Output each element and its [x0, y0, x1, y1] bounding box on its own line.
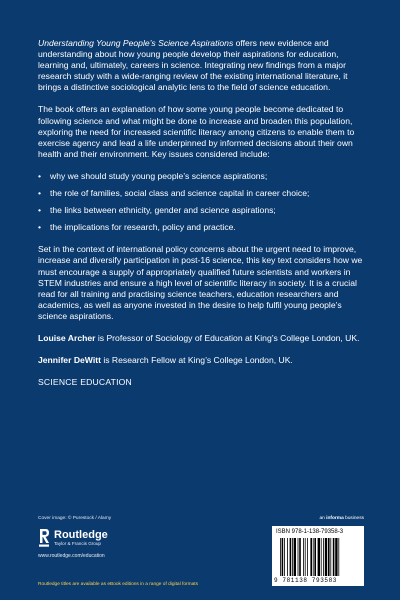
list-item: • the implications for research, policy and practice. [38, 222, 236, 233]
intro-text: offers new evidence and understanding about how young people develop their aspirations for education, learning and, ultimately, careers in science. Integrating new findings from a major research study with a wide-ranging review of the existing international literature, it brings a distinctive sociological analytic lens to the field of science education. [38, 38, 348, 93]
footer [38, 516, 364, 596]
author-bio-1 [38, 333, 364, 344]
bullet-icon: • [38, 222, 42, 233]
informa-business-tag: an informa business [319, 516, 364, 521]
cover-credit: Cover image: © Purestock / Alamy [38, 516, 112, 521]
author-name: Jennifer DeWitt [38, 355, 101, 366]
list-item: • why we should study young people’s science aspirations; [38, 170, 268, 181]
barcode-box [272, 526, 364, 586]
bullet-icon: • [38, 205, 42, 216]
subject-category: SCIENCE EDUCATION [38, 377, 132, 388]
bullet-icon: • [38, 188, 42, 199]
barcode-icon [280, 538, 358, 576]
author-bio-text: is Professor of Sociology of Education at King’s College London, UK. [95, 332, 360, 343]
isbn-label: ISBN 978-1-138-79358-3 [276, 529, 344, 535]
author-bio-text: is Research Fellow at King’s College London, UK. [100, 355, 293, 366]
author-bio-2 [38, 355, 364, 366]
author-name: Louise Archer [38, 332, 96, 343]
barcode-digits: 9 781138 793583 [274, 577, 338, 584]
routledge-logo-icon [38, 528, 50, 548]
intro-paragraph [38, 38, 364, 93]
publisher-name: Routledge [54, 529, 108, 541]
overview-paragraph: The book offers an explanation of how some young people become dedicated to following science and what might be done to increase and broaden this population, exploring the need for increased scientific literacy among citizens to enable them to exercise agency and lead a life underpinned by informed decisions about their own health and their environment. Key issues considered include: [38, 104, 355, 159]
book-title-italic: Understanding Young People’s Science Aspirations [38, 38, 234, 48]
publisher-group: Taylor & Francis Group [54, 541, 101, 546]
publisher-website: www.routledge.com/education [38, 553, 105, 559]
list-item: • the role of families, social class and science capital in career choice; [38, 188, 310, 199]
publisher-logo [38, 526, 108, 550]
bullet-icon: • [38, 170, 42, 181]
ebook-note: Routledge titles are available as eBook editions in a range of digital formats [38, 582, 198, 587]
list-item: • the links between ethnicity, gender and science aspirations; [38, 205, 276, 216]
context-paragraph: Set in the context of international policy concerns about the urgent need to improve, increase and diversify participation in post-16 science, this key text considers how we must encourage a supply of appropriately qualified future scientists and workers in STEM industries and ensure a high level of scientific literacy in society. It is a crucial read for all training and practising science teachers, education researchers and academics, as well as anyone invested in the desire to help fulfil young people’s science aspirations. [38, 244, 363, 321]
key-issues-list [38, 171, 364, 233]
blurb [38, 38, 364, 399]
